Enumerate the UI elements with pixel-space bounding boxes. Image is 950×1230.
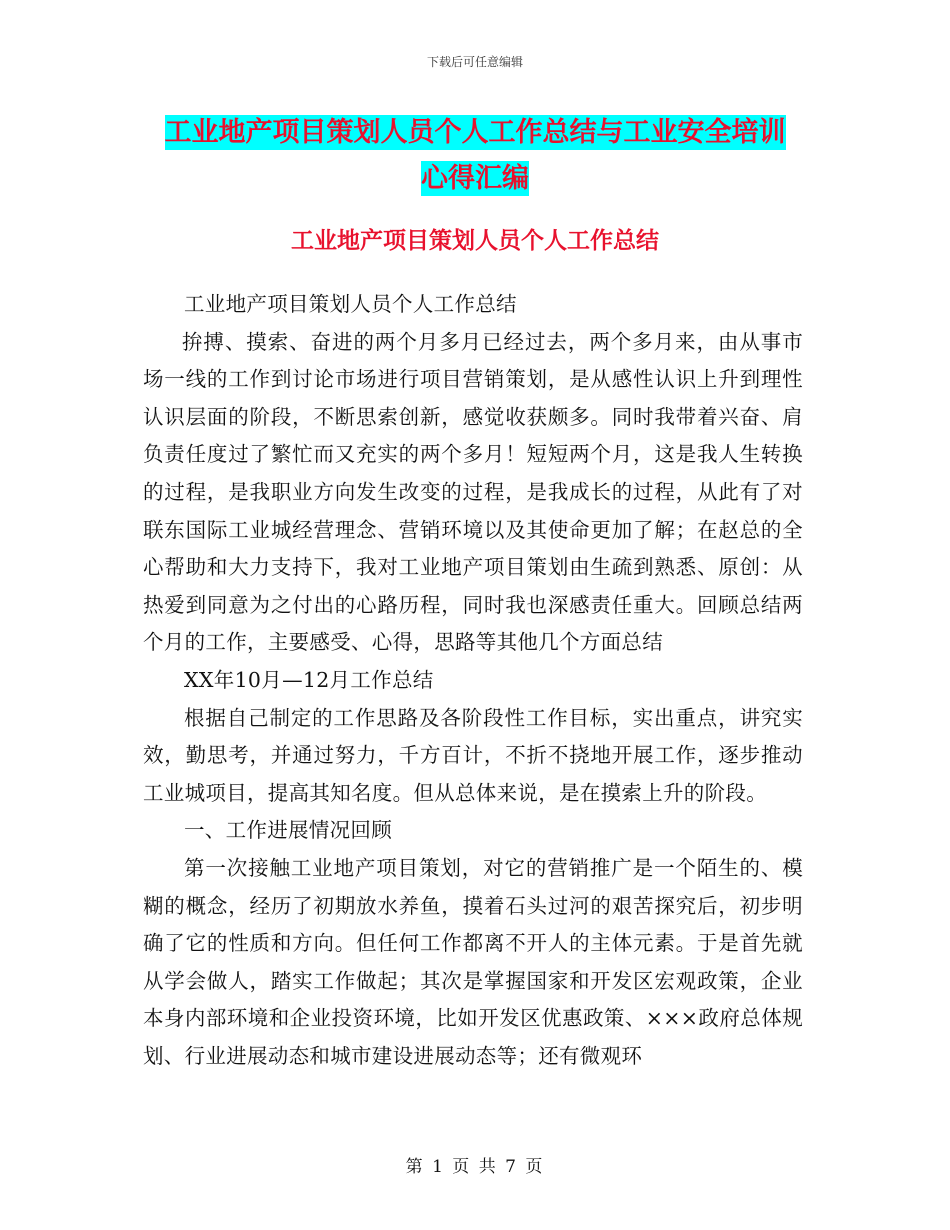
section-title: 工业地产项目策划人员个人工作总结: [291, 228, 659, 254]
document-title: [140, 110, 810, 202]
document-body: [143, 286, 803, 1075]
page-header-note: 下载后可任意编辑: [426, 55, 523, 69]
paragraph-subheading: 一、工作进展情况回顾: [184, 818, 392, 843]
paragraph-subheading: 工业地产项目策划人员个人工作总结: [184, 292, 517, 316]
paragraph: 拚搏、摸索、奋进的两个月多月已经过去，两个多月来，由从事市场一线的工作到讨论市场进行项目营销策划，是从感性认识上升到理性认识层面的阶段，不断思索创新，感觉收获颇多。同时我带着兴奋、肩负责任度过了繁忙而又充实的两个多月！短短两个月，这是我人生转换的过程，是我职业方向发生改变的过程，是我成长的过程，从此有了对联东国际工业城经营理念、营销环境以及其使命更加了解；在赵总的全心帮助和大力支持下，我对工业地产项目策划由生疏到熟悉、原创：从热爱到同意为之付出的心路历程，同时我也深感责任重大。回顾总结两个月的工作，主要感受、心得，思路等其他几个方面总结: [143, 329, 803, 655]
paragraph: 根据自己制定的工作思路及各阶段性工作目标，实出重点，讲究实效，勤思考，并通过努力，千方百计，不折不挠地开展工作，逐步推动工业城项目，提高其知名度。但从总体来说，是在摸索上升的阶段。: [143, 705, 803, 805]
page-number: 第 1 页 共 7 页: [405, 1157, 545, 1177]
paragraph-subheading: XX年10月—12月工作总结: [184, 667, 434, 692]
title-line-2: 心得汇编: [421, 163, 529, 194]
paragraph: 第一次接触工业地产项目策划，对它的营销推广是一个陌生的、模糊的概念，经历了初期放水养鱼，摸着石头过河的艰苦探究后，初步明确了它的性质和方向。但任何工作都离不开人的主体元素。于是首先就从学会做人，踏实工作做起；其次是掌握国家和开发区宏观政策，企业本身内部环境和企业投资环境，比如开发区优惠政策、×××政府总体规划、行业进展动态和城市建设进展动态等；还有微观环: [143, 855, 803, 1068]
title-line-1: 工业地产项目策划人员个人工作总结与工业安全培训: [164, 117, 786, 148]
